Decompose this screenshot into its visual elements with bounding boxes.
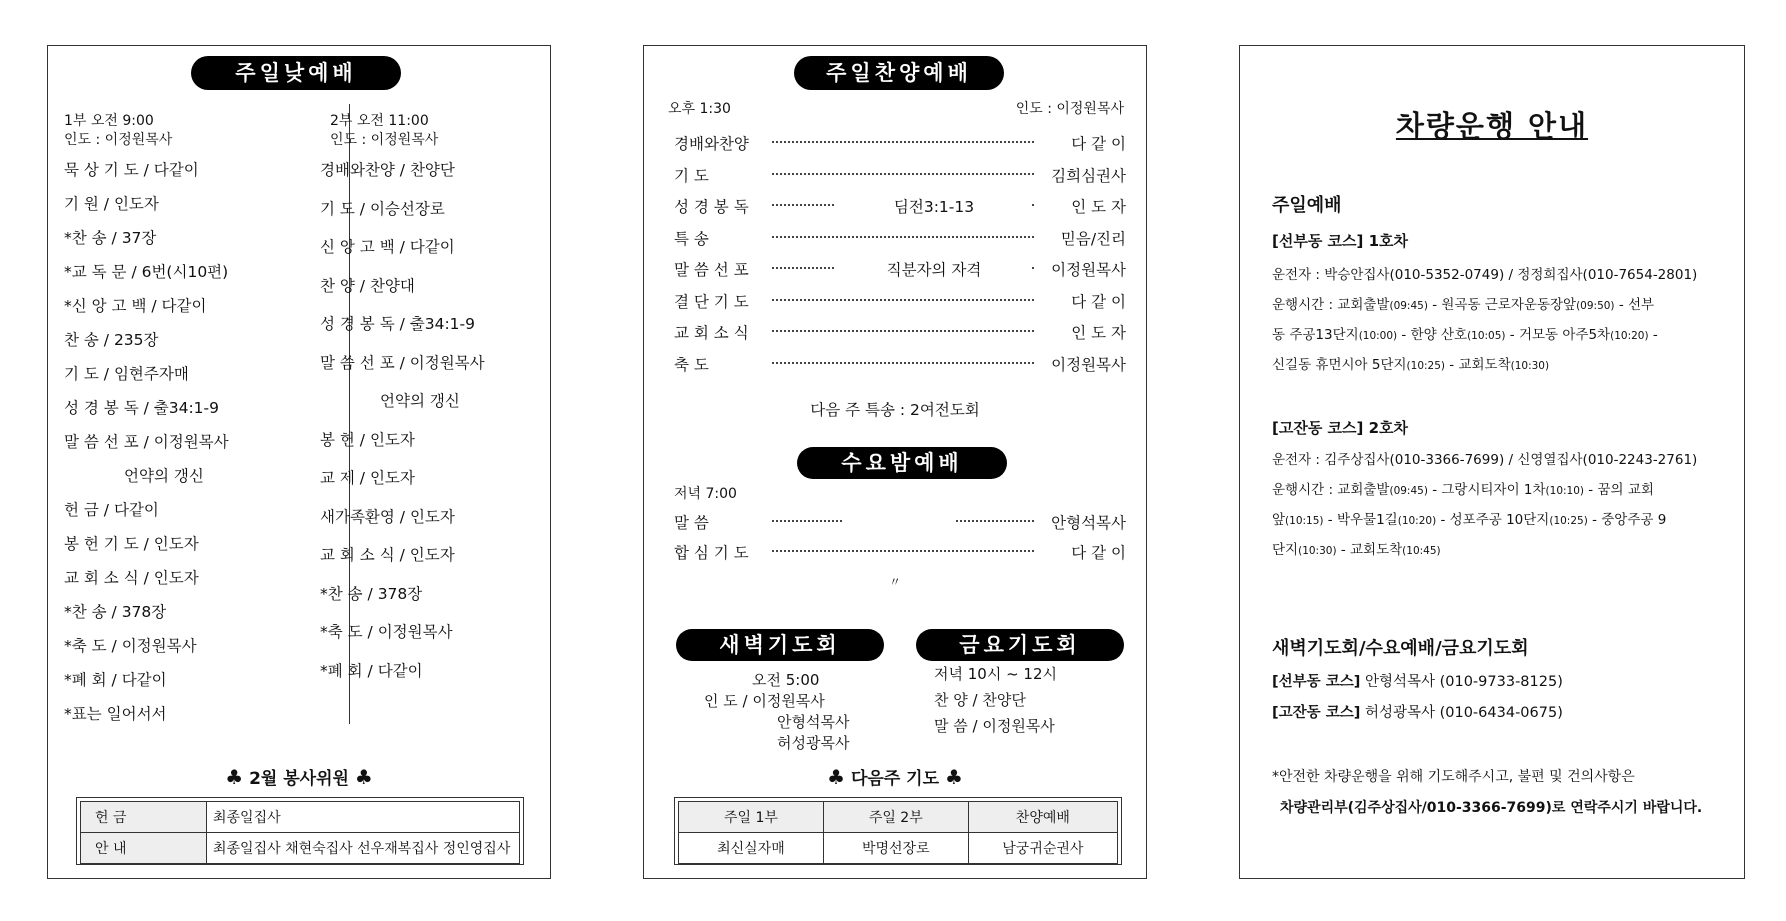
order-item: 봉 헌 / 인도자 xyxy=(320,430,415,449)
dot-leader xyxy=(772,520,842,522)
prayer-header xyxy=(644,764,1146,789)
wed-item-value: 안형석목사 xyxy=(1051,514,1126,532)
order-item: 말 씀 선 포 / 이정원목사 xyxy=(64,433,229,451)
order-item: 말 씀 선 포 / 이정원목사 xyxy=(320,353,485,372)
order-item: *신 앙 고 백 / 다같이 xyxy=(64,297,207,315)
order-item: *폐 회 / 다같이 xyxy=(64,671,167,689)
next-special: 다음 주 특송 : 2여전도회 xyxy=(810,401,980,419)
other-course1-value: 안형석목사 (010-9733-8125) xyxy=(1364,674,1563,690)
dot-leader xyxy=(1032,267,1034,269)
table-row xyxy=(679,833,1118,864)
other-course2 xyxy=(1272,701,1718,722)
praise-item-label: 경배와찬양 xyxy=(674,135,749,153)
wednesday-title: 수요밤예배 xyxy=(797,447,1007,479)
order-item: 언약의 갱신 xyxy=(124,467,204,485)
course2-sched: 단지(10:30) - 교회도착(10:45) xyxy=(1272,542,1441,558)
friday-title: 금요기도회 xyxy=(916,629,1124,661)
club-icon: ♣ xyxy=(944,765,963,789)
order-item: 봉 헌 기 도 / 인도자 xyxy=(64,535,199,553)
praise-item-value: 이정원목사 xyxy=(1051,261,1126,279)
vehicle-panel xyxy=(1239,45,1745,879)
prayer-table-frame xyxy=(674,797,1122,865)
praise-item-value: 인 도 자 xyxy=(1071,324,1126,342)
dawn-leader: 인 도 / 이정원목사 xyxy=(704,692,825,710)
course1-drivers: 운전자 : 박승안집사(010-5352-0749) / 정정희집사(010-7654-2801) xyxy=(1272,267,1698,283)
other-course2-label: [고잔동 코스] xyxy=(1272,705,1361,721)
order-item: 교 제 / 인도자 xyxy=(320,469,415,487)
praise-item-value: 인 도 자 xyxy=(1071,198,1126,216)
dot-leader xyxy=(772,550,1034,552)
prayer-cell: 남궁귀순권사 xyxy=(968,833,1117,864)
prayer-title: 다음주 기도 xyxy=(850,769,940,789)
part2-time: 2부 오전 11:00 xyxy=(330,113,429,129)
course1-sched: 운행시간 : 교회출발(09:45) - 원곡동 근로자운동장앞(09:50) - 선부 xyxy=(1272,297,1655,313)
other-course1 xyxy=(1272,670,1718,691)
prayer-cell: 최신실자매 xyxy=(679,833,824,864)
course1-title: [선부동 코스] 1호차 xyxy=(1272,232,1409,250)
praise-item-label: 특 송 xyxy=(674,229,709,248)
dot-leader xyxy=(772,173,1034,175)
course1-sched: 동 주공13단지(10:00) - 한양 산호(10:05) - 거모동 아주5차(10:20) - xyxy=(1272,327,1658,343)
order-item: *표는 일어서서 xyxy=(64,705,167,723)
wed-item-label: 말 씀 xyxy=(674,514,709,532)
service-label: 헌 금 xyxy=(81,802,207,833)
order-item: 헌 금 / 다같이 xyxy=(64,501,159,519)
order-item: 교 회 소 식 / 인도자 xyxy=(320,546,455,564)
course2-drivers: 운전자 : 김주상집사(010-3366-7699) / 신영열집사(010-2243-2761) xyxy=(1272,452,1698,468)
service-label: 안 내 xyxy=(81,833,207,864)
other-course1-label: [선부동 코스] xyxy=(1272,674,1361,690)
order-item: 교 회 소 식 / 인도자 xyxy=(64,569,199,587)
praise-item-label: 결 단 기 도 xyxy=(674,292,749,311)
wednesday-time: 저녁 7:00 xyxy=(674,486,737,502)
other-section-title: 새벽기도회/수요예배/금요기도회 xyxy=(1272,638,1529,659)
club-icon: ♣ xyxy=(354,765,373,789)
praise-item-label: 축 도 xyxy=(674,355,709,374)
course2-sched: 앞(10:15) - 박우물1길(10:20) - 성포주공 10단지(10:25) - 중앙주공 9 xyxy=(1272,512,1667,528)
praise-title: 주일찬양예배 xyxy=(794,56,1004,90)
club-icon: ♣ xyxy=(827,765,846,789)
club-icon: ♣ xyxy=(225,765,244,789)
sunday-morning-panel xyxy=(47,45,551,879)
order-item: 기 원 / 인도자 xyxy=(64,195,159,213)
prayer-col-header: 주일 1부 xyxy=(679,802,824,833)
dawn-leader2: 안형석목사 xyxy=(777,713,850,731)
order-item: 신 앙 고 백 / 다같이 xyxy=(320,238,455,256)
order-item: *찬 송 / 37장 xyxy=(64,229,157,247)
note-line: 차량관리부(김주상집사/010-3366-7699)로 연락주시기 바랍니다. xyxy=(1280,800,1703,816)
order-item: 성 경 봉 독 / 출34:1-9 xyxy=(64,399,219,417)
prayer-col-header: 찬양예배 xyxy=(968,802,1117,833)
ditto-mark: 〃 xyxy=(888,575,901,589)
praise-item-content: 직분자의 자격 xyxy=(886,261,982,279)
dot-leader xyxy=(772,330,1034,332)
service-table-frame xyxy=(76,797,524,865)
dot-leader xyxy=(772,236,1034,238)
dawn-time: 오전 5:00 xyxy=(752,671,820,689)
sunday-praise-panel xyxy=(643,45,1147,879)
order-item: *찬 송 / 378장 xyxy=(64,603,167,621)
order-item: *교 독 문 / 6번(시10편) xyxy=(64,263,229,281)
prayer-cell: 박명선장로 xyxy=(823,833,968,864)
other-course2-value: 허성광목사 (010-6434-0675) xyxy=(1364,705,1563,721)
table-row xyxy=(679,802,1118,833)
prayer-col-header: 주일 2부 xyxy=(823,802,968,833)
service-value: 최종일집사 채현숙집사 선우재복집사 정인영집사 xyxy=(207,833,520,864)
sunday-section-title: 주일예배 xyxy=(1272,195,1342,216)
friday-time: 저녁 10시 ~ 12시 xyxy=(934,665,1058,683)
praise-item-value: 다 같 이 xyxy=(1071,135,1126,153)
order-item: 찬 송 / 235장 xyxy=(64,331,159,349)
dot-leader xyxy=(772,299,1034,301)
course2-title: [고잔동 코스] 2호차 xyxy=(1272,419,1409,437)
note-line: *안전한 차량운행을 위해 기도해주시고, 불편 및 건의사항은 xyxy=(1272,769,1635,785)
order-item: 묵 상 기 도 / 다같이 xyxy=(64,161,199,179)
praise-item-label: 성 경 봉 독 xyxy=(674,198,749,216)
order-item: 기 도 / 이승선장로 xyxy=(320,199,445,218)
praise-time: 오후 1:30 xyxy=(668,101,731,117)
part1-leader: 인도 : 이정원목사 xyxy=(64,132,173,148)
order-item: 경배와찬양 / 찬양단 xyxy=(320,161,455,179)
praise-item-value: 이정원목사 xyxy=(1051,355,1126,374)
praise-item-value: 믿음/진리 xyxy=(1060,229,1126,248)
service-title: 2월 봉사위원 xyxy=(249,769,349,789)
order-item: *찬 송 / 378장 xyxy=(320,584,423,603)
table-row xyxy=(81,802,520,833)
service-table xyxy=(80,801,520,864)
order-item: 찬 양 / 찬양대 xyxy=(320,276,415,295)
dot-leader xyxy=(772,204,834,206)
dot-leader xyxy=(1032,204,1034,206)
dot-leader xyxy=(772,362,1034,364)
dawn-leader3: 허성광목사 xyxy=(777,734,850,752)
wed-item-value: 다 같 이 xyxy=(1071,544,1126,562)
part2-leader: 인도 : 이정원목사 xyxy=(330,132,439,148)
dot-leader xyxy=(956,520,1034,522)
order-item: *축 도 / 이정원목사 xyxy=(64,637,197,655)
table-row xyxy=(81,833,520,864)
prayer-table xyxy=(678,801,1118,864)
service-header xyxy=(48,764,550,789)
dawn-title: 새벽기도회 xyxy=(676,629,884,661)
praise-item-label: 교 회 소 식 xyxy=(674,324,749,342)
sunday-morning-title: 주일낮예배 xyxy=(191,56,401,90)
order-item: *축 도 / 이정원목사 xyxy=(320,623,453,641)
order-item: 기 도 / 임현주자매 xyxy=(64,365,189,383)
praise-item-value: 김희심권사 xyxy=(1051,166,1126,185)
service-value: 최종일집사 xyxy=(207,802,520,833)
dot-leader xyxy=(772,141,1034,143)
dot-leader xyxy=(772,267,834,269)
part1-time: 1부 오전 9:00 xyxy=(64,113,154,129)
order-item: 성 경 봉 독 / 출34:1-9 xyxy=(320,315,475,333)
course2-sched: 운행시간 : 교회출발(09:45) - 그랑시티자이 1차(10:10) - 꿈의 교회 xyxy=(1272,482,1654,498)
friday-praise: 찬 양 / 찬양단 xyxy=(934,691,1026,709)
praise-item-label: 기 도 xyxy=(674,166,709,185)
praise-item-content: 딤전3:1-13 xyxy=(893,198,975,216)
order-item: 언약의 갱신 xyxy=(380,392,460,410)
praise-item-value: 다 같 이 xyxy=(1071,292,1126,311)
praise-item-label: 말 씀 선 포 xyxy=(674,261,749,279)
order-item: 새가족환영 / 인도자 xyxy=(320,507,455,526)
friday-sermon: 말 씀 / 이정원목사 xyxy=(934,717,1055,735)
vehicle-title: 차량운행 안내 xyxy=(1395,109,1589,143)
course1-sched: 신길동 휴먼시아 5단지(10:25) - 교회도착(10:30) xyxy=(1272,357,1550,373)
order-item: *폐 회 / 다같이 xyxy=(320,661,423,680)
praise-leader: 인도 : 이정원목사 xyxy=(1015,101,1124,117)
wed-item-label: 합 심 기 도 xyxy=(674,544,749,562)
